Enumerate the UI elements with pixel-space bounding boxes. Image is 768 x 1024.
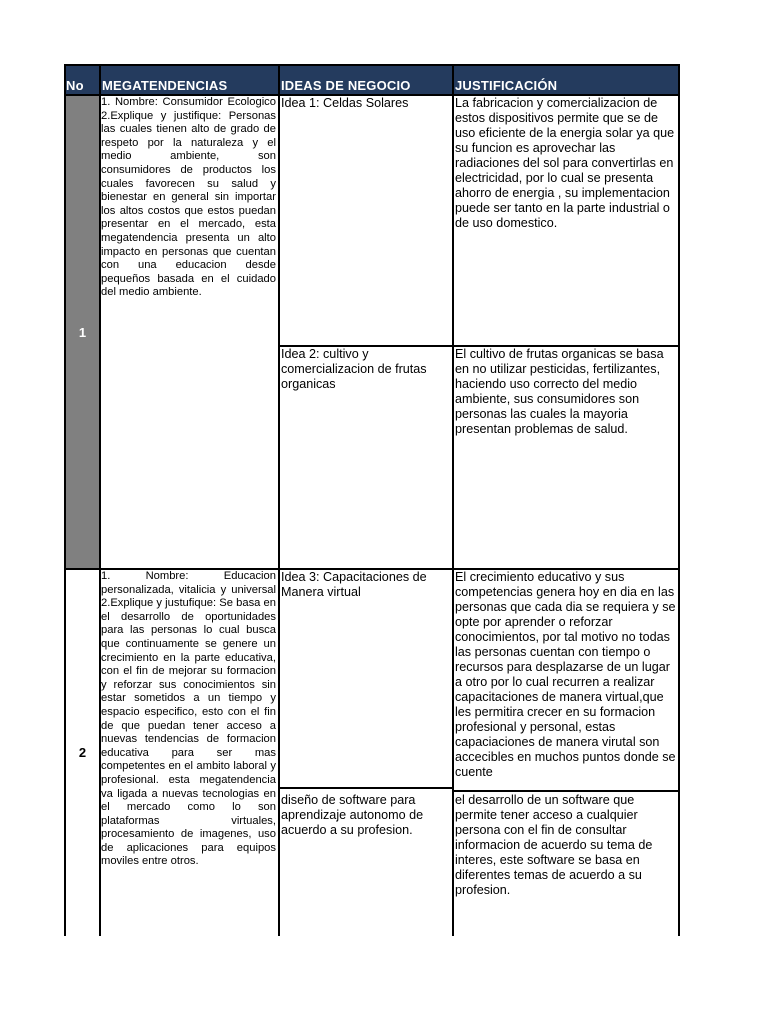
grid-vline-mega (278, 64, 280, 936)
row-1-justificacion-1: La fabricacion y comercializacion de estos dispositivos permite que se de uso eficiente de la energia solar ya que su funcion es aprovechar las radiaciones del sol para convertirlas en electricidad, por lo cual se presenta ahorro de energia , su implementacion puede ser tanto en la parte industrial o de uso domestico. (455, 96, 675, 230)
row-1-idea-2: Idea 2: cultivo y comercializacion de frutas organicas (281, 347, 427, 391)
row-1-idea-1: Idea 1: Celdas Solares (281, 96, 409, 110)
row-2-megatendencia: 1. Nombre: Educacion personalizada, vitalicia y universal 2.Explique y justufique: Se basa en el desarrollo de oportunidades para las personas lo cual busca que continuamente se genere un crecimiento en la parte educativa, con el fin de mejorar su formacion y reforzar sus conocimientos sin estar sometidos a un tiempo y espacio especifico, esto con el fin de que puedan tener acceso a nuevas tendencias de formacion educativa para ser mas competentes en el ambito laboral y profesional. esta megatendencia va ligada a nuevas tecnologias en el mercado como lo son plataformas virtuales, procesamiento de imagenes, uso de aplicaciones para equipos moviles entre otros. (101, 570, 276, 868)
row-1-megatendencia: 1. Nombre: Consumidor Ecologico 2.Explique y justifique: Personas las cuales tienen alto de grado de respeto por la naturaleza y el medio ambiente, son consumidores de productos los cuales favorecen su salud y bienestar en general sin importar los altos costos que estos puedan presentar en el mercado, esta megatendencia presenta un alto impacto en personas que cuentan con una educacion desde pequeños basada en el cuidado del medio ambiente. (101, 96, 276, 299)
grid-vline-ideas (452, 64, 454, 936)
row-2-idea-3: Idea 3: Capacitaciones de Manera virtual (281, 570, 427, 599)
row-1-number: 1 (66, 96, 99, 568)
row-2-number: 2 (78, 744, 87, 760)
grid-hline-row2-split-just (452, 790, 680, 792)
row-2-justificacion-3: El crecimiento educativo y sus competencias genera hoy en dia en las personas que cada dia se requiera y se opte por aprender o reforzar conocimientos, por tal motivo no todas las personas cuentan con tiempo o recursos para desplazarse de un lugar a otro por lo cual recurren a realizar capacitaciones de manera virtual,que les permitira crecer en su formacion profesional y personal, estas capaciaciones de manera virutal son accecibles en muchos puntos donde se cuente (455, 570, 676, 779)
grid-hline-row-sep (64, 568, 680, 570)
row-2-idea-4: diseño de software para aprendizaje autonomo de acuerdo a su profesion. (281, 793, 424, 837)
row-2-justificacion-4: el desarrollo de un software que permite tener acceso a cualquier persona con el fin de consultar informacion de acuerdo su tema de interes, este software se basa en diferentes temas de acuerdo a su profesion. (455, 793, 653, 897)
grid-hline-row2-split-idea (278, 787, 454, 789)
grid-hline-header (64, 94, 680, 96)
grid-hline-row1-split (278, 345, 680, 347)
grid-hline-top (64, 64, 680, 66)
header-ideas-de-negocio: IDEAS DE NEGOCIO (279, 66, 453, 94)
grid-vline-left (64, 64, 66, 936)
header-megatendencias: MEGATENDENCIAS (100, 66, 279, 94)
grid-vline-no (99, 64, 101, 936)
grid-vline-right (678, 64, 680, 936)
row-1-justificacion-2: El cultivo de frutas organicas se basa en no utilizar pesticidas, fertilizantes, haciendo uso correcto del medio ambiente, sus consumidores son personas las cuales la mayoria presentan problemas de salud. (455, 347, 664, 436)
header-justificacion: JUSTIFICACIÓN (453, 66, 679, 94)
header-no: No (64, 66, 100, 94)
